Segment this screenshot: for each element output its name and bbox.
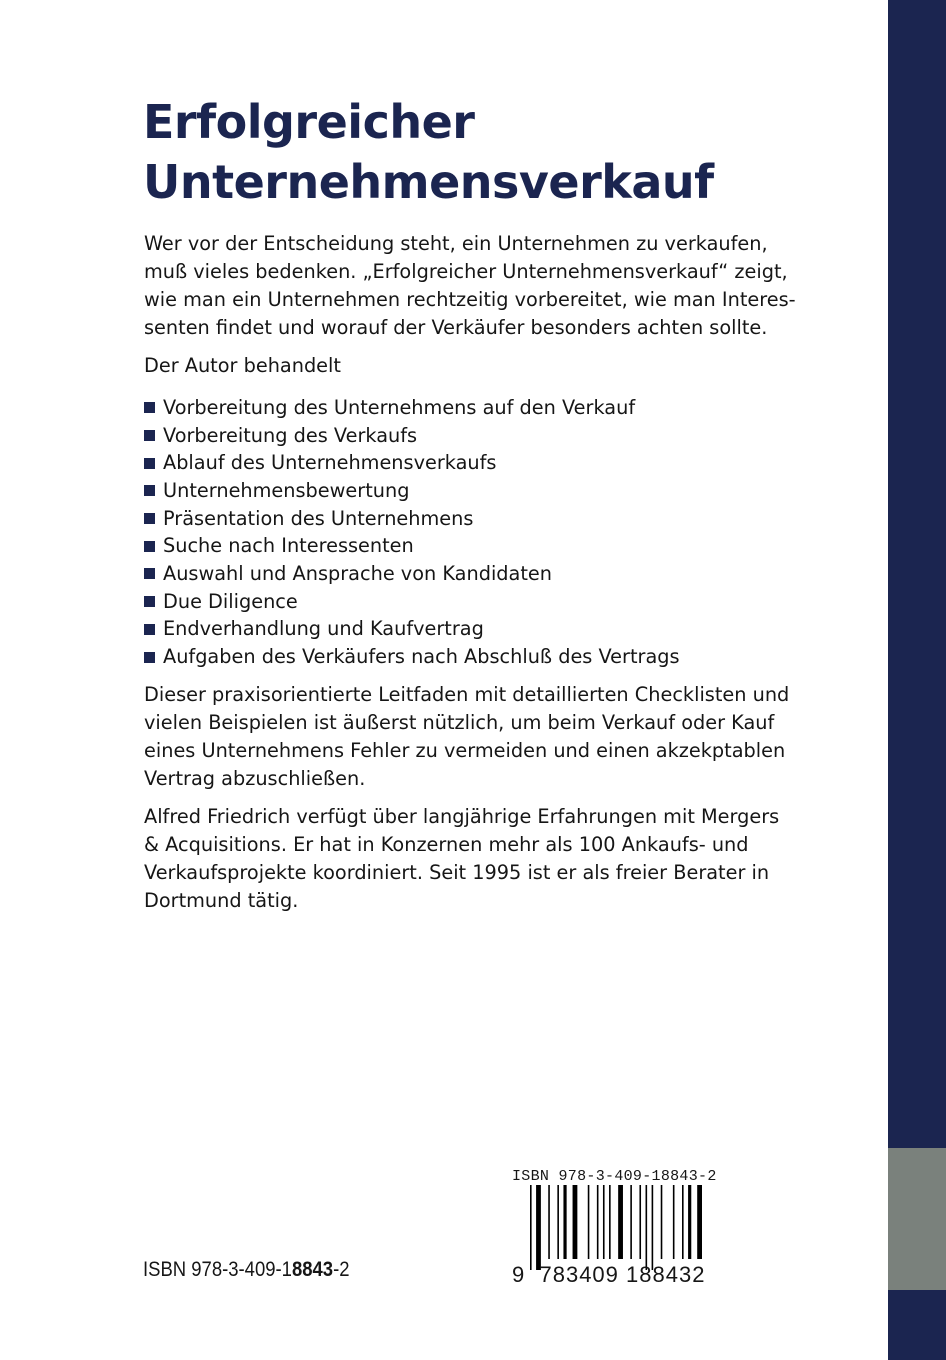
- bullet-square-icon: [144, 624, 155, 635]
- book-title: [143, 92, 714, 212]
- title-line: Erfolgreicher: [143, 95, 475, 149]
- barcode-bar: [548, 1185, 550, 1259]
- bullet-square-icon: [144, 402, 155, 413]
- barcode-bar: [557, 1185, 559, 1259]
- barcode-bar: [609, 1185, 611, 1259]
- barcode-bar: [661, 1185, 663, 1259]
- list-item-text: Aufgaben des Verkäufers nach Abschluß des Vertrags: [163, 645, 680, 669]
- barcode-bar: [530, 1185, 532, 1270]
- text-line: & Acquisitions. Er hat in Konzernen mehr als 100 Ankaufs- und: [144, 832, 749, 856]
- barcode-bar: [646, 1185, 648, 1270]
- text-line: Vertrag abzuschließen.: [144, 766, 366, 790]
- text-line: eines Unternehmens Fehler zu vermeiden und einen akzekptablen: [144, 738, 786, 762]
- ean-first-digit: 9: [512, 1262, 526, 1287]
- list-item-text: Suche nach Interessenten: [163, 534, 414, 558]
- isbn-text: [143, 1258, 350, 1282]
- list-item-text: Auswahl und Ansprache von Kandidaten: [163, 561, 552, 585]
- barcode-bar: [673, 1185, 675, 1259]
- text-line: Verkaufsprojekte koordiniert. Seit 1995 ist er als freier Berater in: [144, 860, 770, 884]
- ean-group-2: 188432: [626, 1262, 706, 1287]
- list-item-text: Vorbereitung des Verkaufs: [163, 423, 418, 447]
- list-item: [144, 505, 864, 533]
- spine-gray-block: [888, 1148, 946, 1290]
- barcode-bar: [536, 1185, 541, 1270]
- barcode: [530, 1185, 702, 1270]
- barcode-bar: [603, 1185, 605, 1259]
- intro-paragraph: [144, 230, 864, 342]
- barcode-bar: [652, 1185, 654, 1270]
- blurb: [144, 230, 864, 925]
- barcode-bar: [618, 1185, 623, 1259]
- list-item-text: Unternehmensbewertung: [163, 478, 410, 502]
- barcode-bar: [563, 1185, 566, 1259]
- author-paragraph: [144, 803, 864, 915]
- barcode-bar: [688, 1185, 691, 1259]
- barcode-digits: [512, 1262, 705, 1288]
- list-item-text: Ablauf des Unternehmensverkaufs: [163, 451, 497, 475]
- list-item-text: Präsentation des Unternehmens: [163, 506, 474, 530]
- list-item: [144, 532, 864, 560]
- bullet-square-icon: [144, 596, 155, 607]
- title-line: Unternehmensverkauf: [143, 155, 714, 209]
- barcode-bar: [597, 1185, 599, 1259]
- list-item: [144, 449, 864, 477]
- bullet-square-icon: [144, 485, 155, 496]
- barcode-bar: [630, 1185, 632, 1259]
- list-item: [144, 394, 864, 422]
- isbn-prefix: ISBN 978-3-409-1: [143, 1258, 292, 1281]
- text-line: muß vieles bedenken. „Erfolgreicher Unternehmensverkauf“ zeigt,: [144, 260, 788, 283]
- barcode-bar: [573, 1185, 578, 1259]
- text-line: Wer vor der Entscheidung steht, ein Unternehmen zu verkaufen,: [144, 232, 768, 255]
- list-item: [144, 588, 864, 616]
- list-item: [144, 477, 864, 505]
- list-item-text: Endverhandlung und Kaufvertrag: [163, 617, 484, 641]
- text-line: Dortmund tätig.: [144, 888, 299, 912]
- bullet-square-icon: [144, 458, 155, 469]
- ean-group-1: 783409: [539, 1262, 619, 1287]
- list-item-text: Due Diligence: [163, 589, 298, 613]
- list-item: [144, 616, 864, 644]
- bullet-square-icon: [144, 568, 155, 579]
- text-line: Dieser praxisorientierte Leitfaden mit detaillierten Checklisten und: [144, 682, 790, 706]
- barcode-bar: [682, 1185, 684, 1259]
- bullet-square-icon: [144, 430, 155, 441]
- bullet-square-icon: [144, 541, 155, 552]
- bullet-square-icon: [144, 652, 155, 663]
- list-item: [144, 643, 864, 671]
- list-item: [144, 560, 864, 588]
- list-item: [144, 422, 864, 450]
- barcode-bar: [639, 1185, 641, 1259]
- barcode-bar: [697, 1185, 702, 1259]
- text-line: Alfred Friedrich verfügt über langjährige Erfahrungen mit Mergers: [144, 804, 780, 828]
- list-item-text: Vorbereitung des Unternehmens auf den Verkauf: [163, 395, 636, 419]
- barcode-bar: [588, 1185, 590, 1259]
- barcode-isbn-label: ISBN 978-3-409-18843-2: [512, 1168, 717, 1185]
- isbn-suffix: -2: [333, 1258, 350, 1281]
- bullet-square-icon: [144, 513, 155, 524]
- text-line: vielen Beispielen ist äußerst nützlich, um beim Verkauf oder Kauf: [144, 710, 775, 734]
- isbn-bold-part: 8843: [291, 1258, 334, 1281]
- topics-list: [144, 394, 864, 671]
- text-line: wie man ein Unternehmen rechtzeitig vorbereitet, wie man Interes-: [144, 288, 796, 311]
- summary-paragraph: [144, 681, 864, 793]
- topics-intro: Der Autor behandelt: [144, 354, 341, 377]
- text-line: senten findet und worauf der Verkäufer besonders achten sollte.: [144, 316, 768, 339]
